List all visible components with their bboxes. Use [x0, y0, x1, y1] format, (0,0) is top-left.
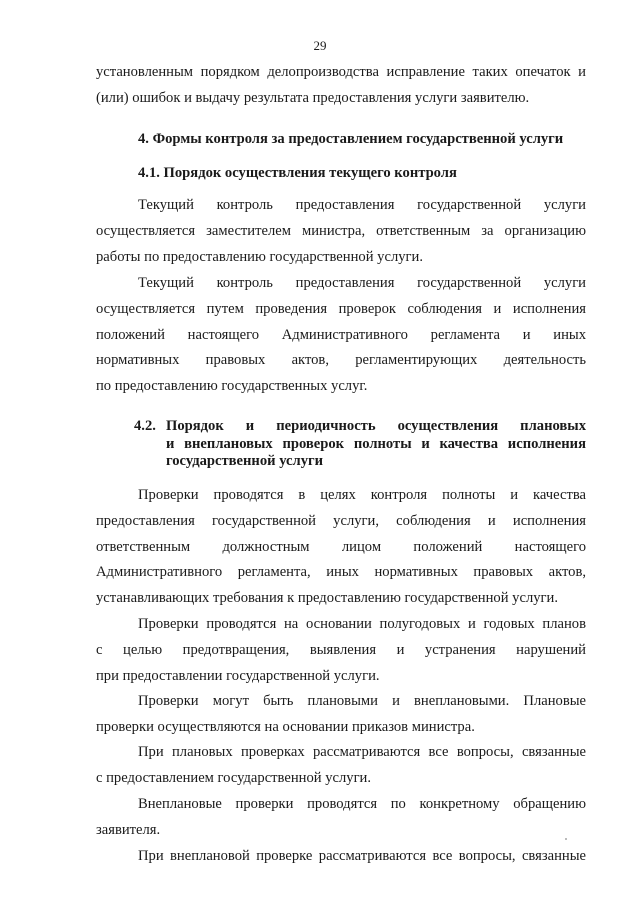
s41-paragraph-2 [96, 271, 586, 400]
text-line: Проверки могут быть плановыми и внеплановыми. Плановые [138, 693, 586, 709]
text-line: (или) ошибок и выдачу результата предоставления услуги заявителю. [96, 89, 530, 106]
text-line: нормативных правовых актов, регламентирующих деятельность [96, 352, 586, 369]
section-4-heading: 4. Формы контроля за предоставлением государственной услуги [138, 131, 564, 147]
text-line: Текущий контроль предоставления государственной услуги [138, 275, 586, 291]
text-line: ответственным должностным лицом положений настоящего [96, 538, 586, 555]
s42-paragraph-3 [96, 689, 586, 741]
text-line: Внеплановые проверки проводятся по конкретному обращению [138, 796, 586, 812]
s42-paragraph-4 [96, 740, 586, 792]
intro-paragraph [96, 60, 586, 112]
heading-line: и внеплановых проверок полноты и качества исполнения [166, 435, 586, 452]
text-line: положений настоящего Административного регламента и иных [96, 326, 586, 343]
text-line: заявителя. [96, 821, 161, 838]
text-line: Административного регламента, иных нормативных правовых актов, [96, 564, 586, 581]
scan-speck [565, 838, 567, 840]
section-number: 4.2. [134, 418, 156, 434]
text-line: работы по предоставлению государственной услуги. [96, 248, 423, 265]
s42-paragraph-1 [96, 483, 586, 612]
page-number: 29 [313, 38, 327, 53]
text-line: При внеплановой проверке рассматриваются все вопросы, связанные [138, 848, 586, 864]
text-line: Проверки проводятся на основании полугодовых и годовых планов [138, 616, 586, 632]
s42-paragraph-6 [96, 844, 586, 870]
heading-line: государственной услуги [166, 453, 324, 469]
s42-paragraph-2 [96, 612, 586, 689]
text-line: при предоставлении государственной услуги. [96, 667, 380, 684]
text-line: Текущий контроль предоставления государственной услуги [138, 197, 586, 213]
text-line: по предоставлению государственных услуг. [96, 378, 368, 395]
section-4-1-heading: 4.1. Порядок осуществления текущего контроля [138, 165, 457, 181]
text-line: устанавливающих требования к предоставлению государственной услуги. [96, 590, 558, 607]
text-line: проверки осуществляются на основании приказов министра. [96, 718, 475, 735]
text-line: с предоставлением государственной услуги. [96, 769, 372, 786]
text-line: При плановых проверках рассматриваются все вопросы, связанные [138, 744, 586, 760]
text-line: установленным порядком делопроизводства исправление таких опечаток и [96, 64, 586, 80]
s41-paragraph-1 [96, 193, 586, 270]
text-line: Проверки проводятся в целях контроля полноты и качества [138, 487, 586, 503]
text-line: предоставления государственной услуги, соблюдения и исполнения [96, 512, 586, 529]
text-line: осуществляется путем проведения проверок соблюдения и исполнения [96, 300, 586, 317]
heading-line: Порядок и периодичность осуществления плановых [166, 418, 586, 434]
text-line: с целью предотвращения, выявления и устранения нарушений [96, 641, 586, 658]
s42-paragraph-5 [96, 792, 586, 844]
text-line: осуществляется заместителем министра, ответственным за организацию [96, 222, 586, 239]
